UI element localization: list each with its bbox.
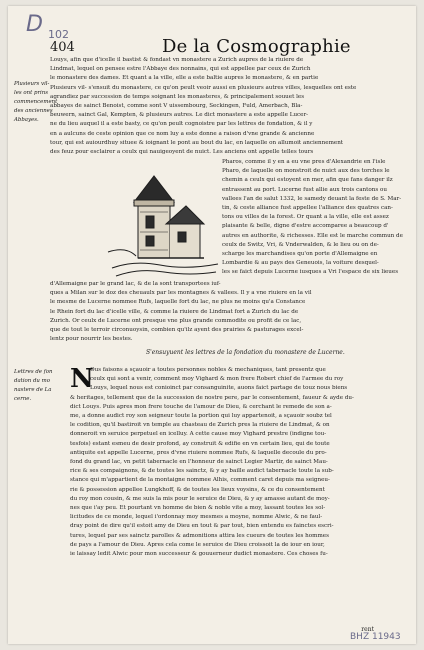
text-line: les se faict depuis Lucerne iusques a Vri l'espace de six lieues: [222, 269, 399, 276]
text-line: Ous faisons a sçauoir a toutes personnes nobles & mechaniques, tant presentz que: [90, 367, 326, 373]
text-line: nes que i'ay peu. Et pourtant vn homme de bien & noble vite a moy, lassant toutes les sol-: [70, 505, 326, 512]
text-line: tures, lequel par ses sainctz parolles & admonitions attira les cueurs de toutes les hommes: [70, 532, 329, 539]
pencil-note-letter: D: [26, 12, 43, 37]
body-after-illustration: [50, 280, 376, 344]
text-line: en a aulcuns de ceste opinion que ce nom luy a este donne a raison d'vne grande & ancienne: [50, 130, 315, 137]
text-line: licitudes de ce monde, lequel i'ordonnay moy mesmes a moyne, nomme Alwic, & ne faul-: [70, 514, 323, 521]
text-line: Louys, lequel nous est conioinct par consanguinite, auons faict partage de touz nous biens: [90, 385, 348, 392]
text-line: lentz pour nourrir les bestes.: [50, 336, 133, 343]
margin-line: nastere de La: [14, 387, 52, 393]
margin-line: commencement: [14, 99, 58, 105]
text-line: rice & ses compaignons, & de toutes les sainctz, & y ay baille audict tabernacle toute la sub-: [70, 468, 334, 475]
text-line: que de tout le terroir circonuoysin, combien qu'ilz ayent des prairies & pasturages excel-: [50, 327, 304, 334]
margin-line: Lettres de fon: [14, 369, 53, 375]
body-wrap-text: [222, 158, 403, 278]
margin-line: des anciennes: [14, 108, 53, 114]
text-line: de pays a l'amour de Dieu. Apres cela come le seruice de Dieu croissoit la de iour en iour,: [70, 541, 325, 548]
running-title: De la Cosmographie: [162, 36, 351, 57]
margin-line: dation du mo: [14, 378, 50, 384]
drop-cap-initial: N: [70, 364, 94, 394]
margin-line: cerne.: [14, 396, 32, 402]
text-line: plaisante & belle, digne d'estre accomparee a beaucoup d': [222, 223, 389, 230]
text-line: Lindmat, lequel on pensee estre l'Abbaye des nonnains, qui est appellee par ceux de Zurich: [50, 66, 311, 73]
text-line: donneroit vn seruice perpetuel en icelluy. A cette cause moy Vighard prestre (indigne tou-: [70, 431, 327, 438]
text-line: tin, & ceste alliance fust appellee l'alliance des quatres can-: [222, 205, 393, 212]
text-line: ie laissay ledit Alwic pour mon successeur & gouuerneur dudict monastere. Ces choses fu-: [70, 551, 328, 558]
text-line: Plusieurs vil- s'ensuit du monastere, ce qu'on peult veoir aussi en plusieurs autres villes, lesquelles ont este: [50, 84, 357, 91]
text-line: chemin a ceulx qui estoyent en mer, afin que fans danger ilz: [222, 177, 393, 184]
text-line: beuwern, sainct Gal, Kempten, & plusieurs autres. Le dict monastere a este appelle Lucer-: [50, 112, 309, 119]
text-line: Louys, afin que d'icelle il bastist & fondast vn monastere a Zurich aupres de la riuiere de: [50, 57, 304, 63]
text-line: dray point de dire qu'il estoit amy de Dieu en tout & par tout, bien entendu es fainctes escri-: [70, 523, 334, 530]
text-line: me, a donne audict roy son seigneur toute la portion qui luy appartenoit, a sçauoir soubz tel: [70, 413, 332, 419]
margin-line: Plusieurs vil-: [14, 81, 50, 87]
body-lower: [70, 394, 376, 560]
book-page: [8, 6, 416, 644]
text-line: stance qui m'appartient de la montaigne nommee Alhis, comment caret depuis ma seigneu-: [70, 477, 330, 484]
margin-note-abbayes: [14, 80, 58, 125]
text-line: du roy mon cousin, & me suis la mis pour le seruice de Dieu, & y ay amasse autant de moy-: [70, 495, 330, 502]
text-line: fond du grand lac, vn petit tabernacle en l'honneur de sainct Legier Martir, de sainct Mau-: [70, 459, 328, 466]
text-line: Pharo, de laquelle on monstroit de nuict aux des torches le: [222, 168, 390, 175]
pencil-note-number: 102: [48, 28, 69, 41]
text-line: scharge les marchandises qu'on porte d'Allemaigne en: [222, 251, 378, 258]
catchword: rent: [361, 626, 374, 633]
text-line: vallees l'an de salut 1332, le samedy deuant la feste de S. Mar-: [222, 195, 402, 202]
text-line: & heritages, tellement que de la succession de nostre pere, par le consentement, faueur & ayde du-: [70, 394, 354, 401]
text-line: le codition, qu'il bastiroit vn temple au chasteau de Zurich pres la riuiere de Lindmat, & on: [70, 422, 330, 429]
text-line: ceulx de Switz, Vri, & Vnderwalden, & le lieu ou on de-: [222, 241, 379, 248]
page-header: [8, 36, 416, 57]
section-heading: S'ensuyuent les lettres de la fondation du monastere de Lucerne.: [146, 349, 345, 356]
text-line: le Rhein fort du lac d'icelle ville, & comme la riuiere de Lindmat fort a Zurich du lac de: [50, 308, 299, 315]
text-line: d'Allemaigne par le grand lac, & de la sont transportees iuf-: [50, 281, 221, 287]
text-line: ques a Milan sur le doz des cheuaulx par les montagnes & vallees. Il y a vne riuiere en la vil: [50, 290, 312, 297]
margin-line: Abbayes.: [14, 117, 39, 123]
text-line: tons ou villes de la forest. Or quant a la ville, elle est assez: [222, 214, 389, 221]
tower-woodcut-illustration: [108, 172, 220, 280]
text-line: abbayes de sainct Benoist, comme sont V uissembourg, Seckingen, Fuld, Amerbach, Bla-: [50, 103, 303, 110]
text-line: agrandiez par succession de temps soignant les monasteres, & principalement souuet les: [50, 93, 305, 100]
pencil-note: [26, 12, 69, 41]
body-top: [50, 56, 376, 157]
margin-note-lettres: [14, 368, 53, 404]
text-line: entrassent au port. Lucerne fust allie aux trois cantons ou: [222, 186, 387, 193]
text-line: ceulx qui sont a venir, comment moy Vighard & mon frere Robert chief de l'armee du roy: [90, 376, 344, 383]
page-number: 404: [50, 40, 75, 55]
text-line: Zurich. Or ceulx de Lucerne ont presque vne plus grande commodite ou profit de ce lac,: [50, 317, 302, 324]
text-line: tesfois) estant esmeu de desir profond, ay construit & edifie en vn certain lieu, qui de toute: [70, 440, 330, 447]
text-line: tour, qui est auiourdhuy situee & ioignant le pont au bout du lac, en laquelle on allumoit anciennement: [50, 139, 344, 146]
text-line: Pharos, comme il y en a eu vne pres d'Alexandrie en l'isle: [222, 159, 386, 165]
text-line: dict Louys. Puis apres mon frere touche de l'amour de Dieu, & cerchant le remede de son a-: [70, 403, 332, 410]
text-line: rie & possession appellee Lungkhoff, & de toutes les lieux voysins, & ce du consentement: [70, 486, 325, 493]
body-lower-indented: [90, 366, 376, 394]
text-line: Lombardie & au pays des Geneuois, la voiture desquel-: [222, 260, 379, 267]
text-line: autres en authorite, & richesses. Elle est le marche commun de: [222, 232, 403, 239]
text-line: des feuz pour esclairer a ceulx qui nauigeoyent de nuict. Les anciens ont appelle telles tours: [50, 149, 314, 156]
margin-line: les ont prins: [14, 90, 48, 96]
text-line: ne du lieu auquel il a este basty, ce qu'on peult cognoistre par les lettres de fondation, & il y: [50, 121, 313, 128]
text-line: antiquite est appelle Lucerne, pres d'vne riuiere nommee Rufs, & laquelle decoule du pro-: [70, 449, 327, 456]
text-line: le monastere des dames. Et quant a la ville, elle a este baltie aupres le monastere, & en partie: [50, 75, 319, 82]
text-line: le mesme de Lucerne nommee Rufs, laquelle fort du lac, ne plus ne moins qu'a Constance: [50, 299, 306, 306]
library-stamp: BHZ 11943: [350, 632, 401, 642]
